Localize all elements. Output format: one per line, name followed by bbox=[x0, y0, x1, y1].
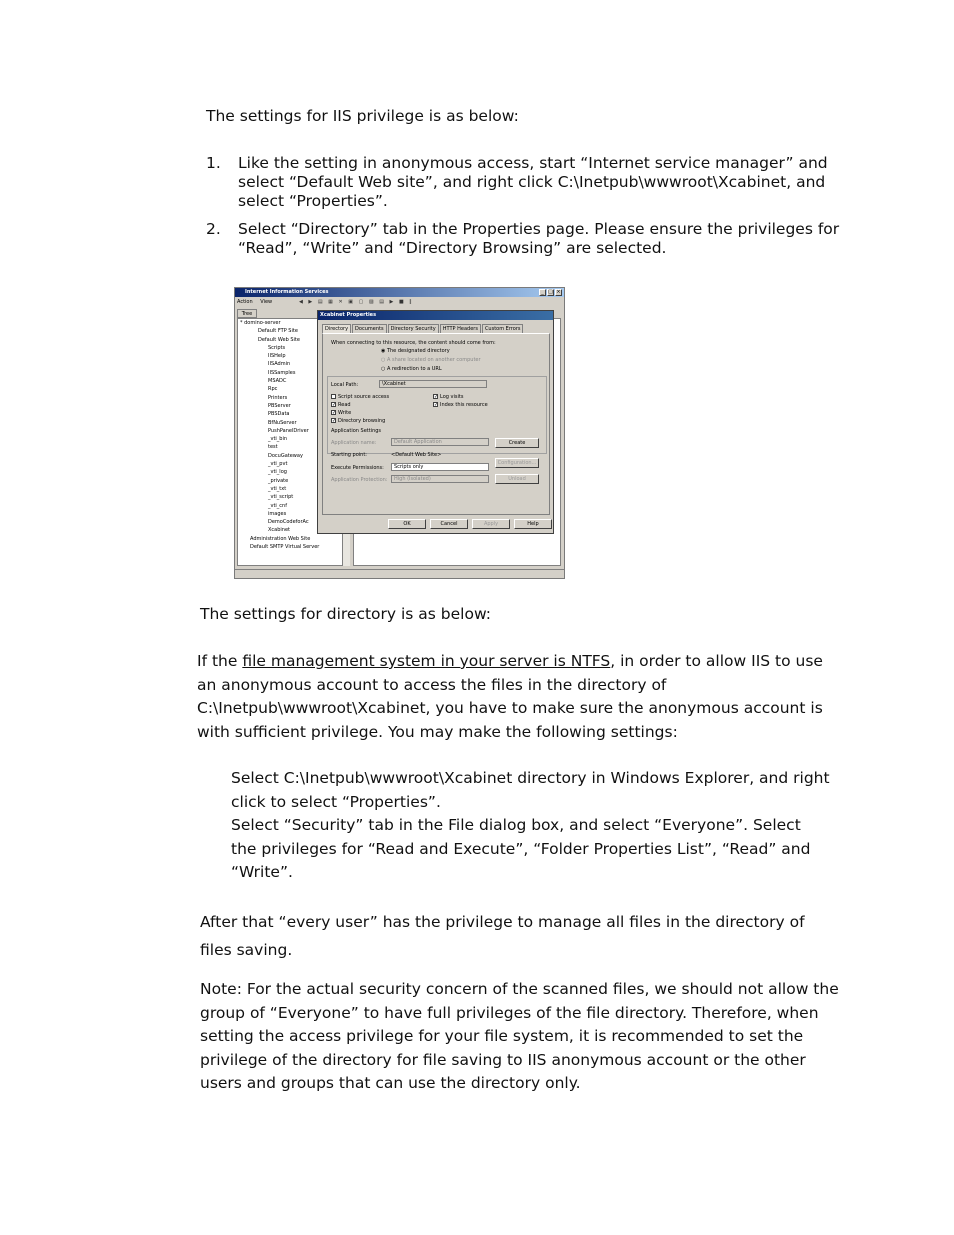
tree-node: Default Web Site bbox=[258, 336, 300, 343]
protection-select: High (Isolated) bbox=[391, 475, 489, 483]
configuration-button: Configuration... bbox=[495, 458, 539, 468]
intro-text: The settings for IIS privilege is as below: bbox=[206, 107, 519, 125]
radio-redirect bbox=[381, 366, 442, 372]
radio-icon: ○ bbox=[381, 357, 387, 363]
create-button: Create bbox=[495, 438, 539, 448]
local-path-field: \Xcabinet bbox=[379, 380, 487, 388]
dialog-tabs bbox=[322, 324, 524, 333]
tree-node: IISAdmin bbox=[268, 361, 291, 368]
explorer-step-2: Select “Security” tab in the File dialog box, and select “Everyone”. Select the privileges for “Read and Execute”, “Folder Properties List”, “Read” and “Write”. bbox=[231, 816, 811, 881]
status-bar bbox=[235, 569, 564, 578]
cancel-button: Cancel bbox=[430, 519, 468, 529]
checkbox-label: Write bbox=[338, 410, 352, 416]
ok-button: OK bbox=[388, 519, 426, 529]
step-item bbox=[206, 220, 846, 258]
tree-node: Rpc bbox=[268, 386, 278, 393]
toolbar-icons: ◀ ▶ ▤ ▦ ✕ ▣ ▢ ▨ ▤ ▶ ■ ∥ bbox=[299, 299, 414, 305]
local-path-label: Local Path: bbox=[331, 382, 359, 388]
iis-screenshot bbox=[234, 287, 565, 579]
tree-node: _vti_txt bbox=[268, 485, 287, 492]
checkbox-label: Log visits bbox=[440, 394, 464, 400]
checkbox-checked-icon: ✓ bbox=[332, 402, 337, 408]
menubar bbox=[237, 299, 278, 308]
step-item bbox=[206, 154, 846, 211]
apply-button: Apply bbox=[472, 519, 510, 529]
tree-node: DocuGateway bbox=[268, 452, 303, 459]
checkbox-label: Read bbox=[338, 402, 351, 408]
tree-node: Default FTP Site bbox=[258, 328, 298, 335]
minimize-icon: _ bbox=[539, 289, 546, 296]
radio-label: A redirection to a URL bbox=[386, 366, 442, 372]
tree-node: DemoCodeforAc bbox=[268, 519, 309, 526]
ntfs-link[interactable]: file management system in your server is NTFS bbox=[242, 652, 611, 670]
radio-label: A share located on another computer bbox=[386, 357, 481, 363]
window-title: Internet Information Services bbox=[235, 288, 564, 297]
step-number: 2. bbox=[206, 220, 221, 238]
execute-select: Scripts only bbox=[391, 463, 489, 471]
note-paragraph: Note: For the actual security concern of the scanned files, we should not allow the group of “Everyone” to have full privileges of the file directory. Therefore, when setting the access privilege for your file system, it is recommended to set the privilege of the directory for file saving to IIS anonymous account or the other users and groups that can use the directory only. bbox=[200, 980, 839, 1092]
menu-action: Action bbox=[237, 299, 253, 305]
dialog-title: Xcabinet Properties bbox=[318, 311, 553, 320]
protection-label: Application Protection: bbox=[331, 477, 388, 483]
tree-node: _private bbox=[268, 477, 289, 484]
step-text: Like the setting in anonymous access, start “Internet service manager” and select “Default Web site”, and right click C:\Inetpub\wwwroot\Xcabinet, and select “Properties”. bbox=[238, 154, 828, 210]
tree-tab: Tree bbox=[237, 309, 257, 318]
tree-node: IISSamples bbox=[268, 369, 296, 376]
radio-designated bbox=[381, 348, 450, 354]
radio-selected-icon: ◉ bbox=[381, 348, 387, 354]
tree-node: Printers bbox=[268, 394, 288, 401]
tree-node: Default SMTP Virtual Server bbox=[250, 544, 320, 551]
tree-node: PBSData bbox=[268, 411, 290, 418]
tree-node: PushPanelDriver bbox=[268, 427, 309, 434]
radio-label: The designated directory bbox=[386, 348, 450, 354]
checkbox-checked-icon: ✓ bbox=[332, 410, 337, 416]
ntfs-text-after: , in order to allow IIS to use an anonymous account to access the files in the directory of C:\Inetpub\wwwroot\Xcabinet, you have to make sure the anonymous account is with sufficient privilege. You may make the following settings: bbox=[197, 652, 823, 741]
tree-node: _vti_cnf bbox=[268, 502, 287, 509]
starting-point-label: Starting point: bbox=[331, 452, 367, 458]
checkbox-log bbox=[433, 394, 463, 400]
execute-label: Execute Permissions: bbox=[331, 465, 384, 471]
tree-node: images bbox=[268, 510, 287, 517]
close-icon: × bbox=[556, 289, 561, 295]
radio-share bbox=[381, 357, 481, 363]
starting-point-value: <Default Web Site> bbox=[391, 452, 442, 458]
checkbox-script bbox=[331, 394, 389, 400]
app-name-field: Default Application bbox=[391, 438, 489, 446]
checkbox-browse bbox=[331, 418, 385, 424]
checkbox-index bbox=[433, 402, 488, 408]
properties-dialog bbox=[317, 310, 554, 534]
app-name-label: Application name: bbox=[331, 440, 377, 446]
checkbox-checked-icon: ✓ bbox=[434, 402, 439, 408]
tab-directory-security: Directory Security bbox=[388, 324, 439, 333]
tab-http-headers: HTTP Headers bbox=[440, 324, 481, 333]
ntfs-text-before: If the bbox=[197, 652, 243, 670]
checkbox-write bbox=[331, 410, 351, 416]
tab-custom-errors: Custom Errors bbox=[482, 324, 524, 333]
checkbox-label: Script source access bbox=[338, 394, 390, 400]
app-settings-label: Application Settings bbox=[331, 428, 382, 434]
connect-label: When connecting to this resource, the content should come from: bbox=[331, 340, 496, 346]
tree-node: _vti_bin bbox=[268, 436, 288, 443]
unload-button: Unload bbox=[495, 474, 539, 484]
explorer-step-1: Select C:\Inetpub\wwwroot\Xcabinet directory in Windows Explorer, and right click to select “Properties”. bbox=[231, 769, 830, 811]
tree-node: IISHelp bbox=[268, 353, 286, 360]
checkbox-checked-icon: ✓ bbox=[434, 394, 439, 400]
tree-node: PBServer bbox=[268, 402, 291, 409]
tree-node: BfNuServer bbox=[268, 419, 297, 426]
tree-node: _vti_pvt bbox=[268, 461, 288, 468]
after-paragraph: After that “every user” has the privilege to manage all files in the directory of files saving. bbox=[200, 913, 805, 959]
tree-node: _vti_script bbox=[268, 494, 294, 501]
checkbox-icon bbox=[331, 394, 336, 399]
checkbox-label: Index this resource bbox=[440, 402, 488, 408]
tree-node: Administration Web Site bbox=[250, 535, 311, 542]
menu-view: View bbox=[260, 299, 273, 305]
tree-node: MSADC bbox=[268, 378, 287, 385]
radio-icon: ○ bbox=[381, 366, 387, 372]
steps-list bbox=[206, 154, 846, 267]
tab-documents: Documents bbox=[352, 324, 387, 333]
ntfs-paragraph bbox=[197, 650, 847, 744]
directory-heading: The settings for directory is as below: bbox=[200, 605, 492, 623]
tree-node: Xcabinet bbox=[268, 527, 291, 534]
tab-directory: Directory bbox=[322, 324, 351, 333]
checkbox-checked-icon: ✓ bbox=[332, 418, 337, 424]
tree-node: * domino-server bbox=[240, 320, 281, 326]
step-number: 1. bbox=[206, 154, 221, 172]
maximize-icon: □ bbox=[548, 289, 553, 295]
directory-panel bbox=[322, 333, 550, 515]
checkbox-label: Directory browsing bbox=[338, 418, 386, 424]
step-text: Select “Directory” tab in the Properties page. Please ensure the privileges for “Read”, “Write” and “Directory Browsing” are selected. bbox=[238, 220, 840, 257]
checkbox-read bbox=[331, 402, 351, 408]
help-button: Help bbox=[514, 519, 552, 529]
tree-node: Scripts bbox=[268, 344, 286, 351]
tree-node: test bbox=[268, 444, 278, 451]
tree-node: _vti_log bbox=[268, 469, 287, 476]
